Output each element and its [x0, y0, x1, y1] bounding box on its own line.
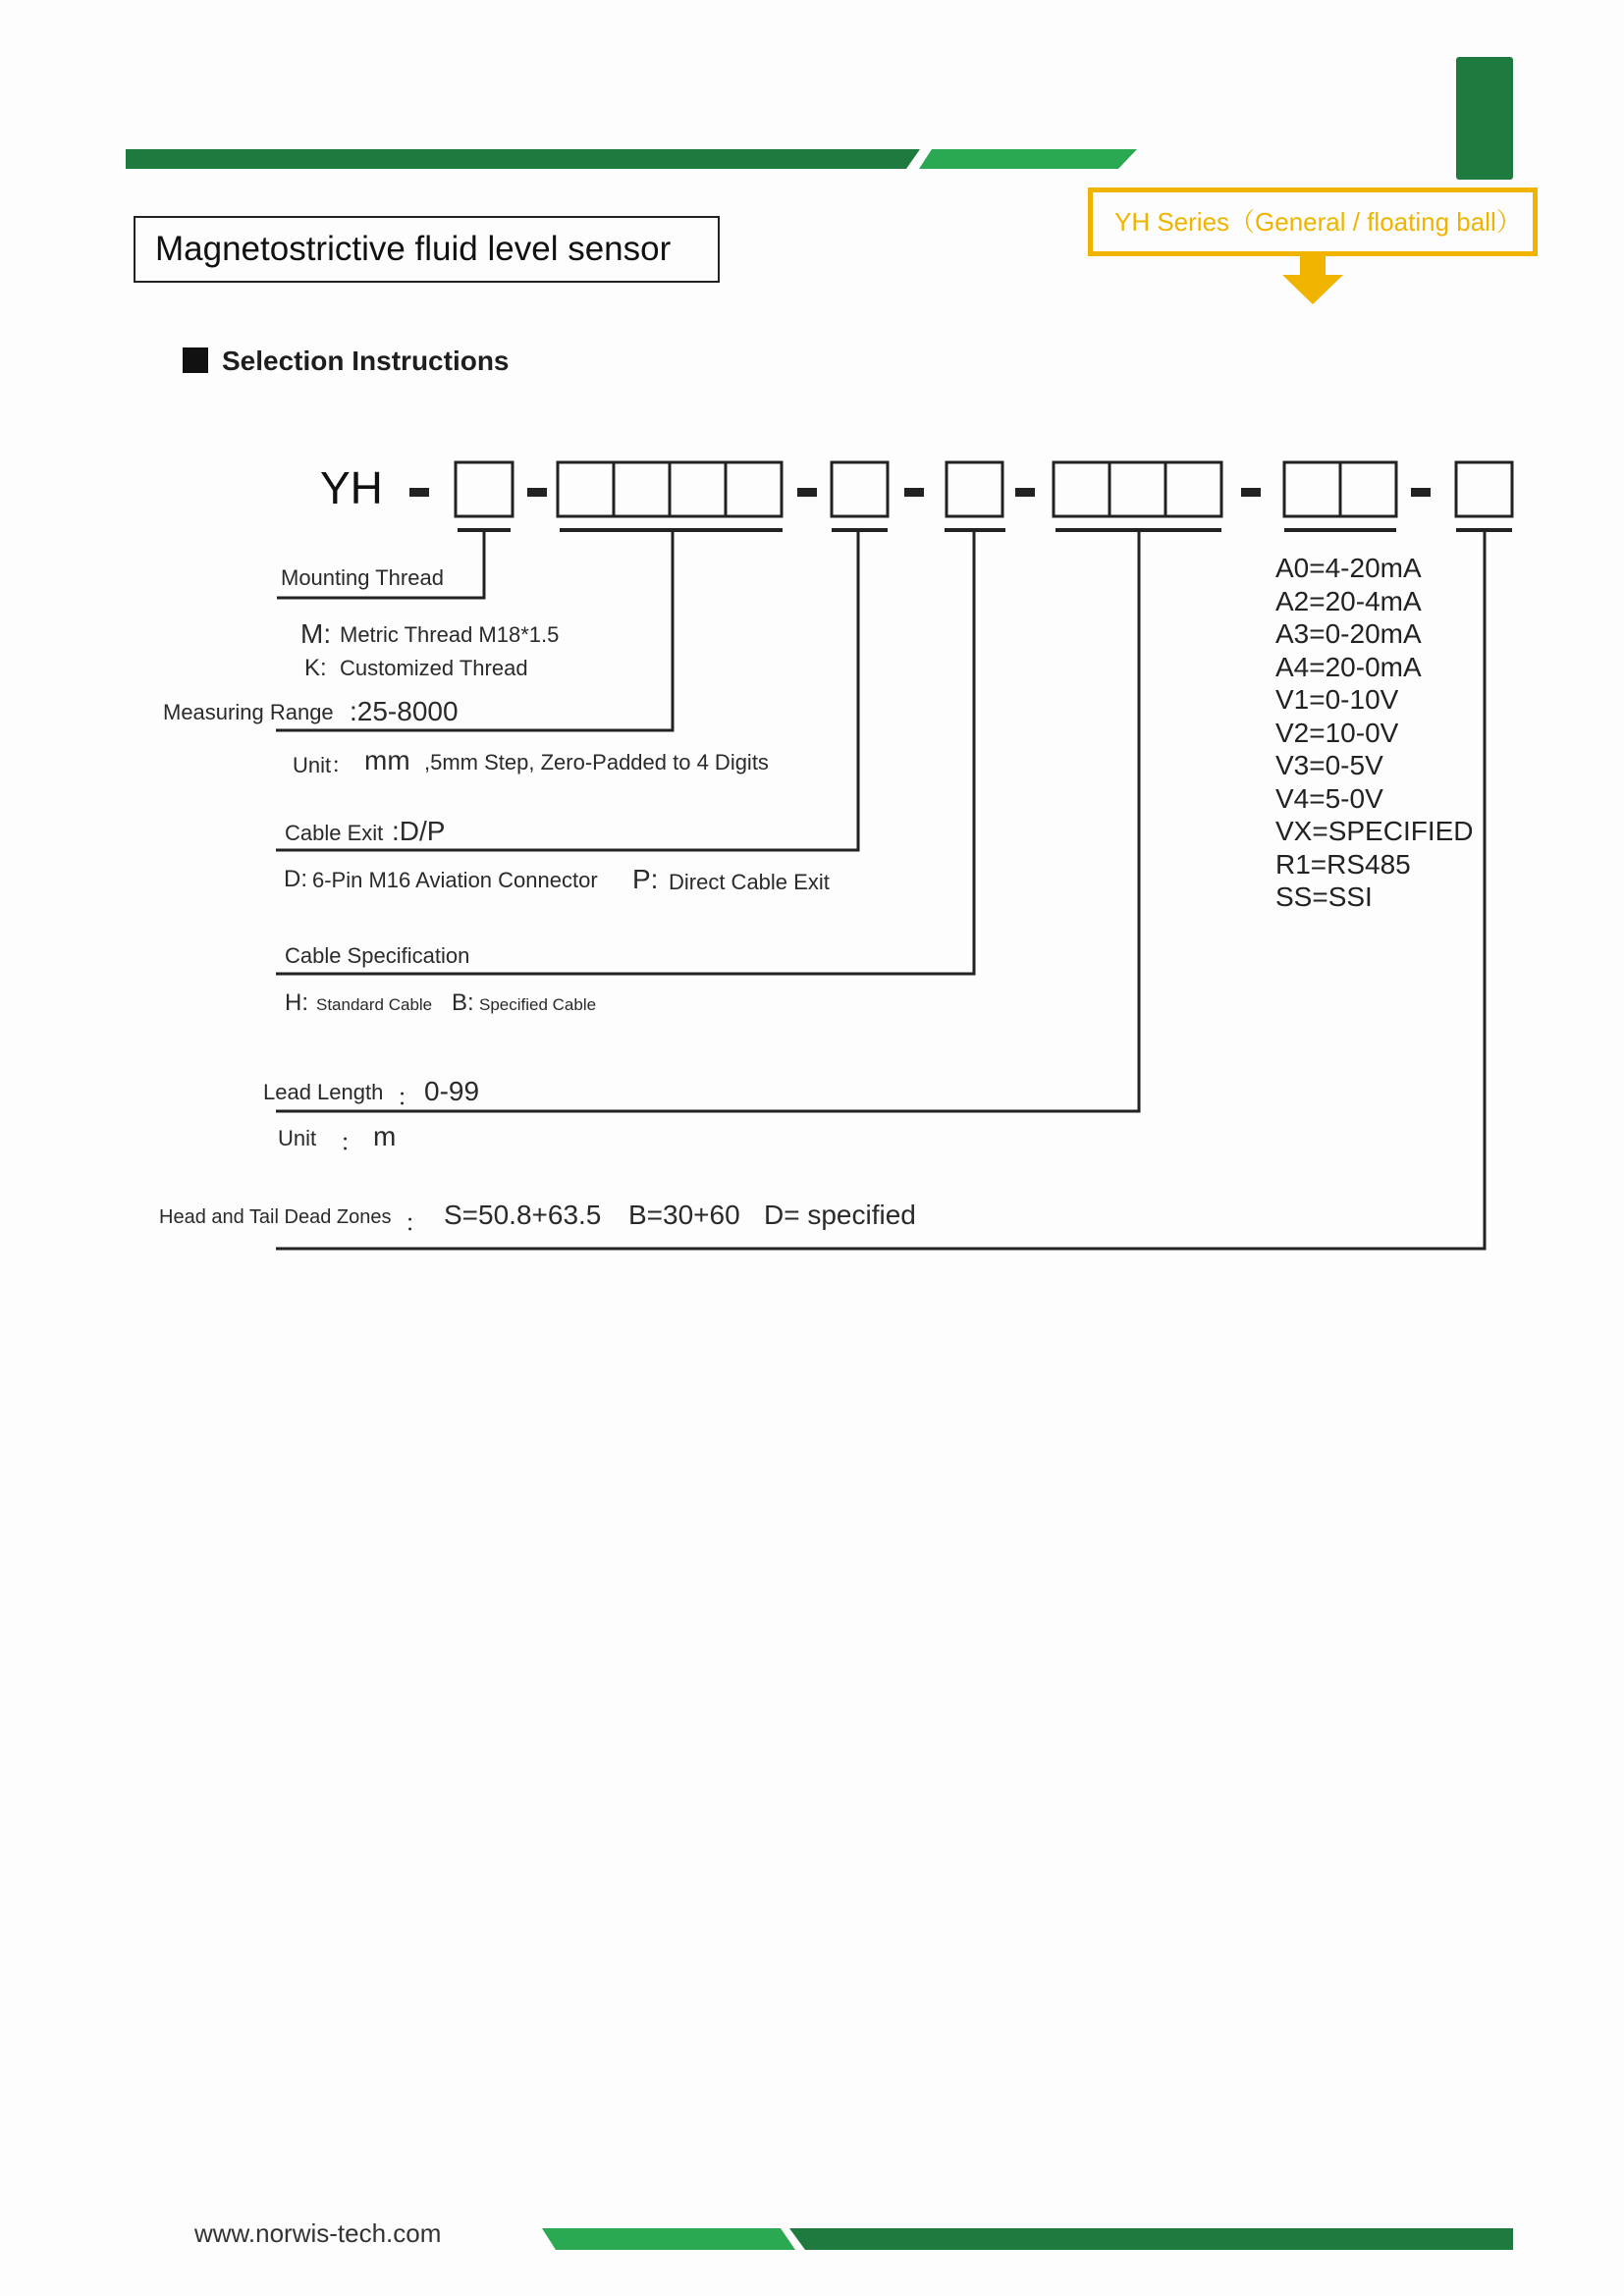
- dead-zones-b: B=30+60: [628, 1200, 740, 1230]
- page-title: Magnetostrictive fluid level sensor: [134, 216, 720, 283]
- output-code: SS=SSI: [1275, 881, 1373, 912]
- output-code: A3=0-20mA: [1275, 618, 1422, 649]
- cable-spec-b-key: B:: [452, 989, 474, 1016]
- model-prefix: YH: [320, 462, 383, 513]
- lead-length-sep: ：: [397, 1085, 420, 1111]
- footer-bar-light: [542, 2228, 795, 2250]
- cable-spec-b-text: Specified Cable: [479, 995, 597, 1014]
- mounting-k-text: Customized Thread: [340, 656, 528, 680]
- output-code: R1=RS485: [1275, 849, 1411, 880]
- cable-spec-label: Cable Specification: [285, 943, 470, 968]
- section-heading-text: Selection Instructions: [222, 346, 510, 376]
- range-unit-label: Unit：: [293, 753, 353, 777]
- header-bar-light: [919, 149, 1137, 169]
- arrow-stem: [1300, 255, 1326, 277]
- lead-unit-value: m: [373, 1121, 397, 1151]
- output-code: V3=0-5V: [1275, 750, 1383, 780]
- series-label: YH Series（General / floating ball）: [1088, 187, 1538, 256]
- output-code: V4=5-0V: [1275, 783, 1383, 814]
- mounting-thread-label: Mounting Thread: [281, 565, 444, 590]
- model-boxes: [456, 462, 1512, 516]
- mounting-m-text: Metric Thread M18*1.5: [340, 622, 560, 647]
- dead-zones-d: D= specified: [764, 1200, 916, 1230]
- mounting-k-key: K:: [304, 655, 327, 681]
- lead-unit-label: Unit: [278, 1126, 317, 1150]
- dead-zones-s: S=50.8+63.5: [444, 1200, 602, 1230]
- cable-exit-p-text: Direct Cable Exit: [669, 870, 830, 894]
- measuring-range-label: Measuring Range: [163, 700, 334, 724]
- output-code: A0=4-20mA: [1275, 553, 1422, 583]
- header-bar-dark: [126, 149, 920, 169]
- output-code: V1=0-10V: [1275, 684, 1399, 715]
- section-heading: [183, 346, 510, 377]
- footer-website[interactable]: www.norwis-tech.com: [194, 2218, 442, 2248]
- dead-zones-label: Head and Tail Dead Zones: [159, 1206, 392, 1228]
- cable-spec-h-text: Standard Cable: [316, 995, 433, 1014]
- cable-spec-h-key: H:: [285, 989, 308, 1016]
- lead-length-value: 0-99: [424, 1076, 480, 1106]
- dead-zones-sep: ：: [405, 1210, 428, 1237]
- range-unit-value: mm: [364, 745, 410, 775]
- header-bar-vertical: [1456, 57, 1513, 180]
- output-code: A4=20-0mA: [1275, 652, 1422, 682]
- measuring-range-value: :25-8000: [350, 696, 459, 726]
- footer-bar-dark: [789, 2228, 1513, 2250]
- lead-unit-sep: ：: [340, 1130, 363, 1156]
- cable-exit-label: Cable Exit: [285, 821, 384, 845]
- mounting-m-key: M:: [300, 618, 332, 649]
- output-code: VX=SPECIFIED: [1275, 816, 1474, 846]
- output-code: A2=20-4mA: [1275, 586, 1422, 616]
- output-code: V2=10-0V: [1275, 718, 1399, 748]
- cable-exit-d-key: D:: [284, 866, 307, 892]
- cable-exit-d-text: 6-Pin M16 Aviation Connector: [312, 868, 598, 892]
- cable-exit-p-key: P:: [632, 864, 659, 894]
- model-dashes: [409, 488, 1431, 497]
- cable-exit-value: :D/P: [392, 816, 446, 846]
- lead-length-label: Lead Length: [263, 1080, 384, 1104]
- range-unit-note: ,5mm Step, Zero-Padded to 4 Digits: [424, 750, 769, 774]
- arrow-down-icon: [1282, 275, 1343, 304]
- square-bullet-icon: [183, 347, 208, 373]
